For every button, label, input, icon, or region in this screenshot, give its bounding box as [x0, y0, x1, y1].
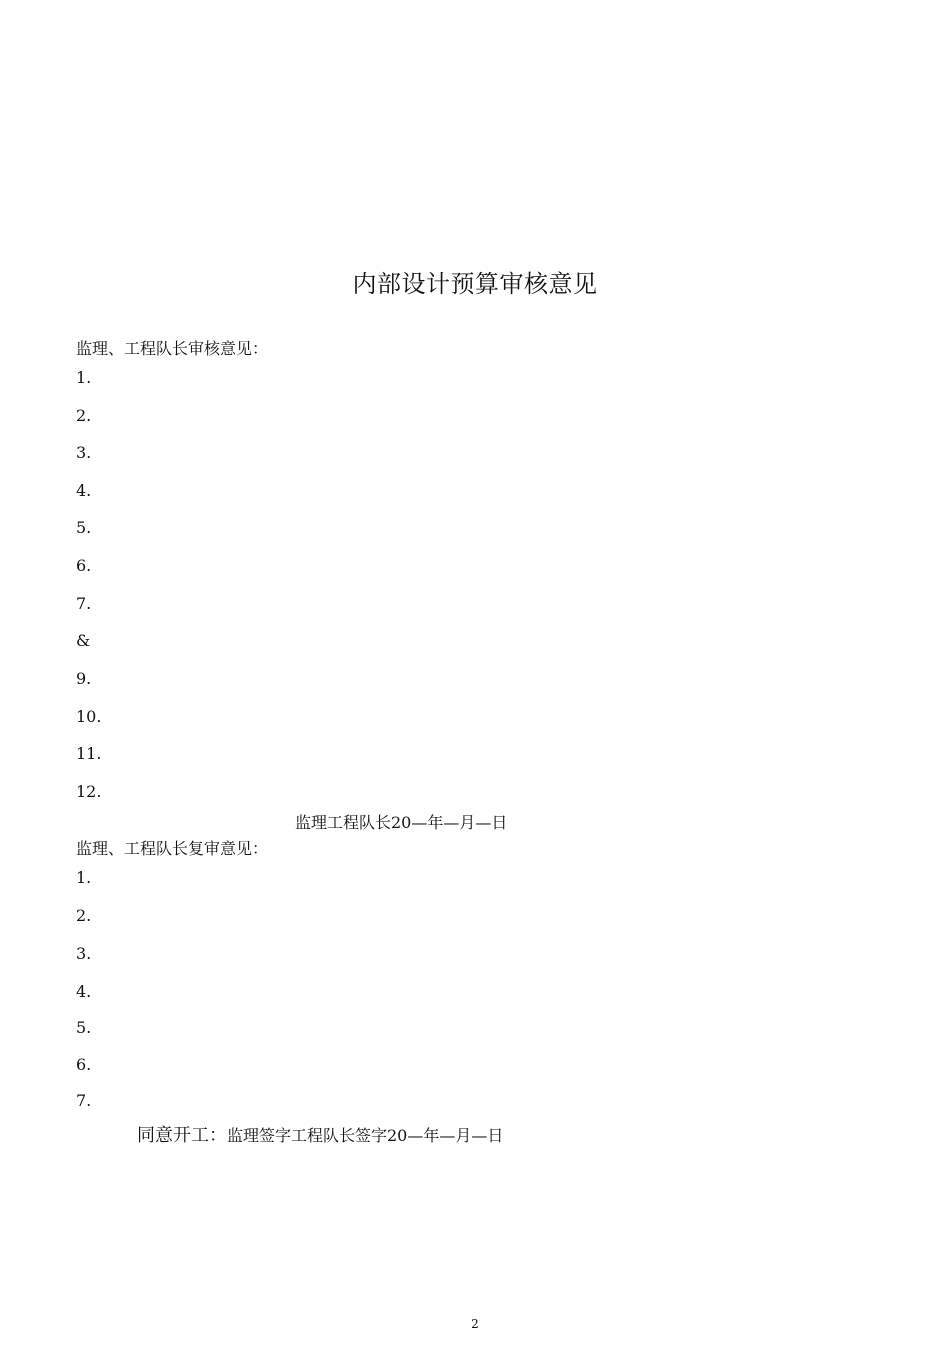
section1-item: 11. [76, 744, 102, 763]
page-number: 2 [471, 1317, 479, 1331]
section1-item: 4. [76, 481, 92, 500]
section2-item: 1. [76, 868, 92, 887]
section1-item: 12. [76, 782, 102, 801]
approval-signature: 监理签字工程队长签字20—年—月—日 [227, 1126, 504, 1145]
approval-line [137, 1126, 503, 1146]
section1-signature: 监理工程队长20—年—月—日 [295, 813, 508, 832]
section2-item: 6. [76, 1055, 92, 1074]
section2-item: 2. [76, 906, 92, 925]
section1-item: 1. [76, 368, 92, 387]
section1-item: 5. [76, 518, 92, 537]
approval-label: 同意开工： [137, 1125, 227, 1146]
section2-item: 3. [76, 944, 92, 963]
section1-item: 9. [76, 669, 92, 688]
section1-heading: 监理、工程队长审核意见： [76, 339, 269, 358]
section2-item: 5. [76, 1018, 92, 1037]
section1-item: 7. [76, 594, 92, 613]
section1-item: 3. [76, 443, 92, 462]
section1-item: 10. [76, 707, 102, 726]
section2-heading: 监理、工程队长复审意见： [76, 839, 269, 858]
page-title: 内部设计预算审核意见 [352, 270, 598, 298]
section2-item: 7. [76, 1091, 92, 1110]
section1-item: & [76, 631, 91, 650]
section2-item: 4. [76, 982, 92, 1001]
section1-item: 6. [76, 556, 92, 575]
section1-item: 2. [76, 406, 92, 425]
